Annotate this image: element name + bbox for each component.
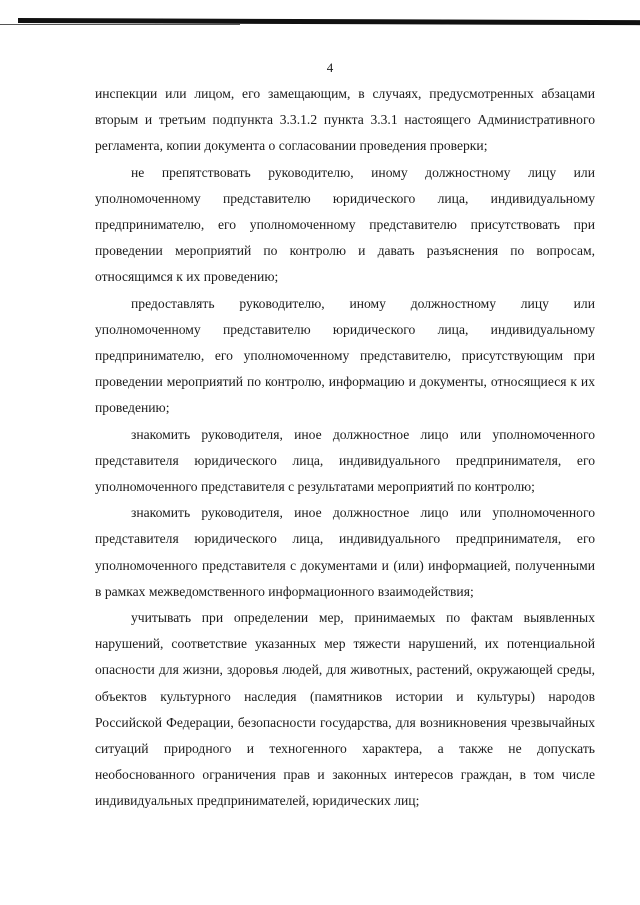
paragraph-familiarize-documents: знакомить руководителя, иное должностное лицо или уполномоченного представителя юридического лица, индивидуального предпринимателя, его уполномоченного представителя с документами и (или) информацией, полученными в рамках межведомственного информационного взаимодействия; [95,505,595,599]
top-border-thin-line [0,24,240,25]
paragraph-provide-info: предоставлять руководителю, иному должностному лицу или уполномоченному представителю юридического лица, индивидуальному предпринимателю, его уполномоченному представителю, присутствующим при проведении мероприятий по контролю, информацию и документы, относящиеся к их проведению; [95,295,595,416]
paragraph-consider-measures: учитывать при определении мер, принимаемых по фактам выявленных нарушений, соответствие указанных мер тяжести нарушений, их потенциальной опасности для жизни, здоровья людей, для животных, растений, окружающей среды, объектов культурного наследия (памятников истории и культуры) народов Российской Федерации, безопасности государства, для возникновения чрезвычайных ситуаций природного и техногенного характера, а также не допускать необоснованного ограничения прав и законных интересов граждан, в том числе индивидуальных предпринимателей, юридических лиц; [95,610,595,809]
paragraph-familiarize-results: знакомить руководителя, иное должностное лицо или уполномоченного представителя юридического лица, индивидуального предпринимателя, его уполномоченного представителя с результатами мероприятий по контролю; [95,426,595,495]
paragraph-continuation: инспекции или лицом, его замещающим, в случаях, предусмотренных абзацами вторым и третьим подпункта 3.3.1.2 пункта 3.3.1 настоящего Административного регламента, копии документа о согласовании проведения проверки; [95,86,595,154]
document-body [95,81,595,815]
page-number: 4 [326,60,334,75]
paragraph-not-obstruct: не препятствовать руководителю, иному должностному лицу или уполномоченному представителю юридического лица, индивидуальному предпринимателю, его уполномоченному представителю присутствовать при проведении мероприятий по контролю и давать разъяснения по вопросам, относящимся к их проведению; [95,164,595,285]
